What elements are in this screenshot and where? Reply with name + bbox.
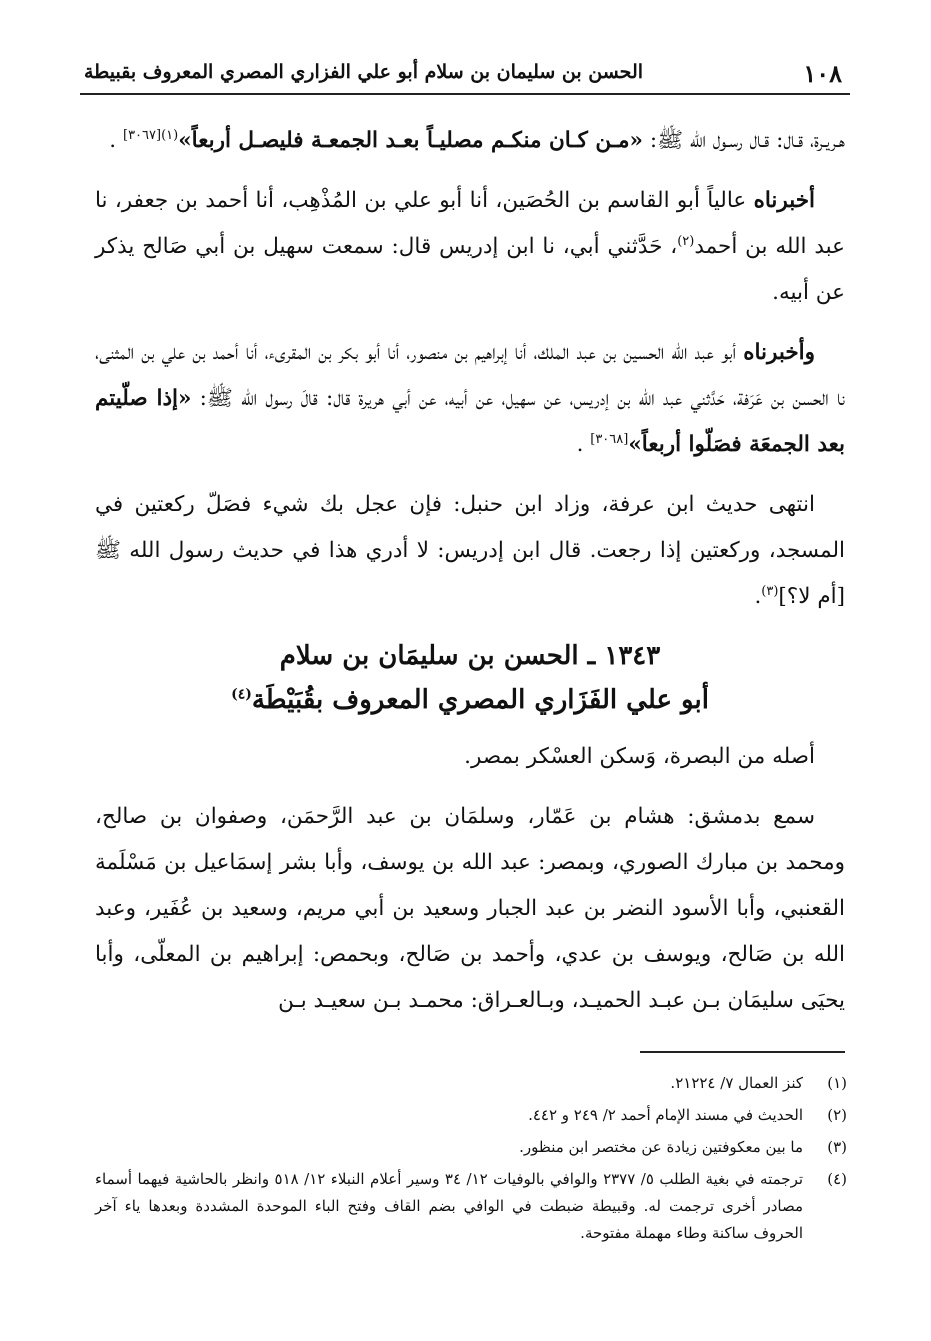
footnote-number: (٣): [827, 1138, 847, 1156]
full-stop: .: [576, 432, 584, 457]
running-title: الحسن بن سليمان بن سلام أبو علي الفزاري المصري المعروف بقبيطة: [84, 61, 644, 83]
paragraph-teachers: [95, 794, 845, 1024]
footnote: [95, 1166, 847, 1247]
paragraph-text: انتهى حديث ابن عرفة، وزاد ابن حنبل: فإن عجل بك شيء فصَلّ ركعتين في المسجد، وركعتين إذا رجعت. قال ابن إدريس: لا أدري هذا في حديث رسول الله ﷺ [أم لا؟]: [95, 492, 845, 609]
footnotes: [95, 1070, 847, 1252]
hadith-number: [٣٠٦٧]: [122, 127, 162, 143]
paragraph-text: عالياً أبو القاسم بن الحُصَين، أنا أبو علي بن المُذْهِب، أنا أحمد بن جعفر، نا عبد الله بن أحمد: [95, 188, 845, 259]
full-stop: .: [754, 584, 762, 609]
footnote-ref-2: (٢): [677, 233, 695, 249]
footnote: [95, 1134, 847, 1161]
hadith-quote: «مـن كـان منكـم مصليـاً بعـد الجمعـة فليصـل أربعاً»: [178, 128, 643, 153]
paragraph-addition: [95, 482, 845, 620]
paragraph-text: أصله من البصرة، وَسكن العسْكر بمصر.: [464, 744, 815, 769]
page-number: ١٠٨: [803, 59, 842, 88]
main-text: [95, 118, 845, 1038]
heading-line-2: [95, 678, 845, 722]
footnote-separator: [640, 1051, 845, 1053]
paragraph-text: أبو عبد الله الحسين بن عبد الملك، أنا إبراهيم بن منصور، أنا أبو بكر بن المقرىء، أنا أحمد بن علي بن المثنى، نا الحسن بن عَرَفة، حَدَّثني عبد الله بن إدريس، عن سهيل، عن أبيه، عن أبي هريرة قال: قالَ رسول الله ﷺ:: [95, 340, 845, 411]
paragraph-text: هـريـرة، قـال: قـال رسـول الله ﷺ:: [643, 128, 845, 153]
footnote-ref-3: (٣): [761, 583, 779, 599]
paragraph-isnad-1: [95, 178, 845, 316]
header-rule: [80, 93, 850, 95]
running-header: [80, 55, 850, 95]
footnote-number: (٢): [827, 1106, 847, 1124]
footnote: [95, 1070, 847, 1097]
footnote-text: ما بين معكوفتين زيادة عن مختصر ابن منظور.: [519, 1138, 803, 1156]
footnote-number: (٤): [827, 1170, 847, 1188]
footnote-text: الحديث في مسند الإمام أحمد ٢/ ٢٤٩ و ٤٤٢.: [528, 1106, 803, 1124]
lead-word: أخبرناه: [753, 188, 815, 213]
footnote-ref-4: (٤): [231, 686, 252, 703]
biography-heading: [95, 634, 845, 722]
paragraph-text-cont: ، حَدَّثني أبي، نا ابن إدريس قال: سمعت سهيل بن أبي صَالح يذكر عن أبيه.: [95, 234, 845, 305]
paragraph-hadith-1: [95, 118, 845, 164]
heading-line-2-text: أبو علي الفَزَاري المصري المعروف بقُبَيْطَة: [251, 685, 709, 715]
paragraph-text: سمع بدمشق: هشام بن عَمّار، وسلمَان بن عبد الرَّحمَن، وصفوان بن صالح، ومحمد بن مبارك الصوري، وبمصر: عبد الله بن يوسف، وأبا بشر إسمَاعيل بن مَسْلَمة القعنبي، وأبا الأسود النضر بن عبد الجبار وسعيد بن أبي مريم، وسعيد بن عُفَير، وعبد الله بن صَالح، ويوسف بن عدي، وأحمد بن صَالح، وبحمص: إبراهيم بن المعلّى، وأبا يحيَى سليمَان بـن عبـد الحميـد، وبـالعـراق: محمـد بـن سعيـد بـن: [95, 804, 845, 1013]
footnote-ref-1: (١): [161, 127, 179, 143]
paragraph-isnad-2: [95, 330, 845, 468]
hadith-quote: «إذا صلّيتم بعد الجمعَة فصَلّوا أربعاً»: [95, 386, 845, 457]
footnote: [95, 1102, 847, 1129]
footnote-text: ترجمته في بغية الطلب ٥/ ٢٣٧٧ والوافي بالوفيات ١٢/ ٣٤ وسير أعلام النبلاء ١٢/ ٥١٨ وانظر بالحاشية فيهما أسماء مصادر أخرى ترجمت له. وقبيطة ضبطت في الوافي بضم القاف وفتح الباء الموحدة المشددة وبعدها ياء آخر الحروف ساكنة وطاء مهملة مفتوحة.: [95, 1170, 804, 1242]
lead-word: وأخبرناه: [743, 340, 815, 365]
hadith-number: [٣٠٦٨]: [590, 431, 629, 447]
full-stop: .: [109, 128, 117, 153]
footnote-number: (١): [827, 1074, 847, 1092]
footnote-text: كنز العمال ٧/ ٢١٢٢٤.: [670, 1074, 803, 1092]
paragraph-origin: [95, 734, 845, 780]
heading-line-1: ١٣٤٣ ـ الحسن بن سليمَان بن سلام: [279, 641, 661, 671]
